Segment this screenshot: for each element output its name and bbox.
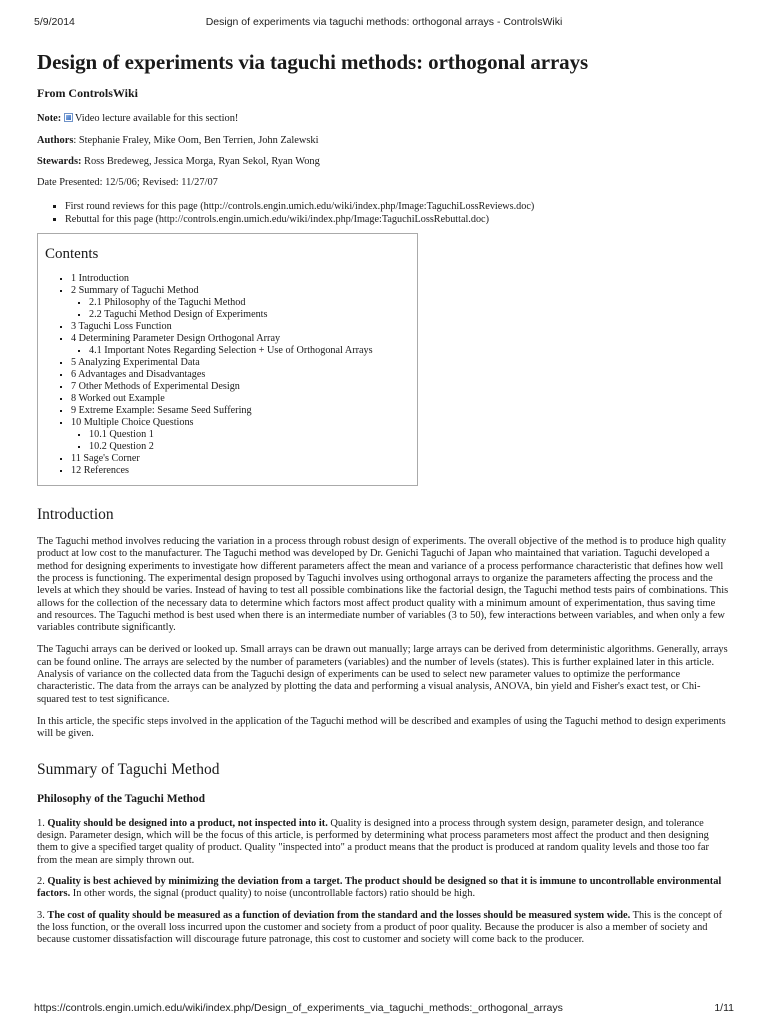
from-line: From ControlsWiki xyxy=(37,86,139,100)
toc-link[interactable]: 5 Analyzing Experimental Data xyxy=(71,357,200,369)
point-number: 3. xyxy=(37,909,48,921)
toc-title: Contents xyxy=(45,246,99,263)
toc-item-advantages[interactable] xyxy=(71,369,417,381)
toc-item-sages-corner[interactable] xyxy=(71,453,417,465)
toc-item-orthogonal-array[interactable] xyxy=(71,333,417,357)
toc-item-introduction[interactable] xyxy=(71,273,417,285)
toc-link[interactable]: 2.2 Taguchi Method Design of Experiments xyxy=(89,309,268,321)
toc-item-other-methods[interactable] xyxy=(71,381,417,393)
print-footer xyxy=(34,1002,734,1016)
reviews-list xyxy=(37,201,731,226)
page-number: 1/11 xyxy=(714,1002,734,1014)
print-date: 5/9/2014 xyxy=(34,16,75,28)
intro-paragraph-2: The Taguchi arrays can be derived or looked up. Small arrays can be drawn out manually; large arrays can be derived from deterministic algorithms. Generally, arrays can be found online. The arrays are selected by the number of parameters (variables) and the number of levels (states). This is further explained later in this article. Analysis of variance on the collected data from the Taguchi design of experiments can be used to select new parameter values to optimize the performance characteristic. The data from the arrays can be analyzed by plotting the data and performing a visual analysis, ANOVA, bin yield and Fisher's exact test, or Chi-squared test to test significance. xyxy=(37,644,728,705)
toc-item-question-1[interactable] xyxy=(89,429,417,441)
table-of-contents xyxy=(37,233,418,486)
toc-item-question-2[interactable] xyxy=(89,441,417,453)
intro-paragraph-1: The Taguchi method involves reducing the variation in a process through robust design of experiments. The overall objective of the method is to produce high quality product at low cost to the manufacturer. The Taguchi method was developed by Dr. Genichi Taguchi of Japan who maintained that variation. Taguchi developed a method for designing experiments to investigate how different parameters affect the mean and variance of a process performance characteristic that defines how well the process is functioning. The experimental design proposed by Taguchi involves using orthogonal arrays to organize the parameters affecting the process and the levels at which they should be varies. Instead of having to test all possible combinations like the factorial design, the Taguchi method tests pairs of combinations. This allows for the collection of the necessary data to determine which factors most affect product quality with a minimum amount of experimentation, thus saving time and resources. The Taguchi method is best used when there is an intermediate number of variables (3 to 50), few interactions between variables, and when only a few variables contribute significantly. xyxy=(37,536,729,634)
toc-link[interactable]: 9 Extreme Example: Sesame Seed Suffering xyxy=(71,405,252,417)
date-presented: Date Presented: 12/5/06; Revised: 11/27/07 xyxy=(37,177,218,189)
philosophy-point-2 xyxy=(37,876,731,901)
stewards-text: Ross Bredeweg, Jessica Morga, Ryan Sekol, Ryan Wong xyxy=(81,155,320,167)
philosophy-point-1 xyxy=(37,818,731,867)
intro-paragraph-3: In this article, the specific steps involved in the application of the Taguchi method will be described and examples of using the Taguchi method to design experiments will be given. xyxy=(37,715,726,740)
article-body xyxy=(37,506,731,946)
print-title: Design of experiments via taguchi methods: orthogonal arrays - ControlsWiki xyxy=(205,16,563,28)
page-content xyxy=(37,42,731,956)
toc-link[interactable]: 4.1 Important Notes Regarding Selection + Use of Orthogonal Arrays xyxy=(89,345,373,357)
point-text: In other words, the signal (product quality) to noise (uncontrollable factors) ratio should be high. xyxy=(70,888,476,900)
toc-sublist xyxy=(71,429,417,453)
authors-text: : Stephanie Fraley, Mike Oom, Ben Terrien, John Zalewski xyxy=(73,134,319,146)
stewards-line xyxy=(37,156,731,168)
toc-link[interactable]: 8 Worked out Example xyxy=(71,393,165,405)
toc-item-worked-example[interactable] xyxy=(71,393,417,405)
print-url: https://controls.engin.umich.edu/wiki/index.php/Design_of_experiments_via_taguchi_methods:_orthogonal_arrays xyxy=(34,1002,563,1014)
point-number: 1. xyxy=(37,817,48,829)
article-meta xyxy=(37,113,731,189)
point-number: 2. xyxy=(37,876,48,888)
authors-line xyxy=(37,135,731,147)
toc-item-analyzing-data[interactable] xyxy=(71,357,417,369)
toc-link[interactable]: 10 Multiple Choice Questions xyxy=(71,417,194,429)
toc-link[interactable]: 3 Taguchi Loss Function xyxy=(71,321,172,333)
section-heading-summary: Summary of Taguchi Method xyxy=(37,760,220,778)
toc-list xyxy=(45,273,417,477)
toc-link[interactable]: 12 References xyxy=(71,465,129,477)
authors-label: Authors xyxy=(37,134,74,146)
point-emphasis: The cost of quality should be measured as a function of deviation from the standard and the losses should be measured system wide. xyxy=(47,909,631,921)
subsection-heading-philosophy: Philosophy of the Taguchi Method xyxy=(37,792,206,805)
review-link-rebuttal[interactable]: ▪ Rebuttal for this page (http://controls.engin.umich.edu/wiki/index.php/Image:TaguchiLossRebuttal.doc) xyxy=(65,214,731,226)
toc-sublist xyxy=(71,345,417,357)
print-header xyxy=(34,16,734,30)
toc-sublist xyxy=(71,297,417,321)
toc-item-extreme-example[interactable] xyxy=(71,405,417,417)
stewards-label: Stewards: xyxy=(37,155,82,167)
toc-link[interactable]: 1 Introduction xyxy=(71,273,130,285)
toc-item-important-notes[interactable] xyxy=(89,345,417,357)
point-text: Quality is designed into a process through system design, parameter design, and tolerance design. Parameter design, which will be the focus of this article, is performed by determining what process parameters most affect the product and then designing them to give a specified target quality of product. Quality "inspected into" a product means that the product is produced at random quality levels and those too far from the mean are simply thrown out. xyxy=(37,817,709,866)
section-heading-introduction: Introduction xyxy=(37,506,114,524)
toc-link[interactable]: 6 Advantages and Disadvantages xyxy=(71,369,206,381)
note-line xyxy=(37,113,731,125)
toc-item-summary[interactable] xyxy=(71,285,417,321)
note-text[interactable]: Video lecture available for this section! xyxy=(74,113,239,125)
toc-link[interactable]: 2.1 Philosophy of the Taguchi Method xyxy=(89,297,246,309)
video-icon[interactable] xyxy=(64,113,73,122)
toc-link[interactable]: 4 Determining Parameter Design Orthogonal Array xyxy=(71,333,281,345)
page-title: Design of experiments via taguchi methods: orthogonal arrays xyxy=(37,50,589,74)
toc-link[interactable]: 2 Summary of Taguchi Method xyxy=(71,285,199,297)
review-link-first-round[interactable]: ▪ First round reviews for this page (http://controls.engin.umich.edu/wiki/index.php/Image:TaguchiLossReviews.doc) xyxy=(65,201,731,213)
toc-item-philosophy[interactable] xyxy=(89,297,417,309)
philosophy-point-3 xyxy=(37,910,731,947)
note-label: Note: xyxy=(37,113,62,125)
point-text: This is the concept of the loss function, or the overall loss incurred upon the customer and society from a product of poor quality. Because the producer is also a member of society and because customer dissatisfaction will discourage future patronage, this cost to customer and society will come back to the producer. xyxy=(37,909,723,946)
toc-link[interactable]: 7 Other Methods of Experimental Design xyxy=(71,381,240,393)
toc-link[interactable]: 10.1 Question 1 xyxy=(89,429,154,441)
toc-item-loss-function[interactable] xyxy=(71,321,417,333)
toc-link[interactable]: 10.2 Question 2 xyxy=(89,441,154,453)
point-emphasis: Quality should be designed into a product, not inspected into it. xyxy=(47,817,328,829)
toc-link[interactable]: 11 Sage's Corner xyxy=(71,453,140,465)
toc-item-references[interactable] xyxy=(71,465,417,477)
toc-item-multiple-choice[interactable] xyxy=(71,417,417,453)
toc-item-design-of-experiments[interactable] xyxy=(89,309,417,321)
point-emphasis: Quality is best achieved by minimizing the deviation from a target. The product should be designed so that it is immune to uncontrollable environmental factors. xyxy=(37,876,722,900)
